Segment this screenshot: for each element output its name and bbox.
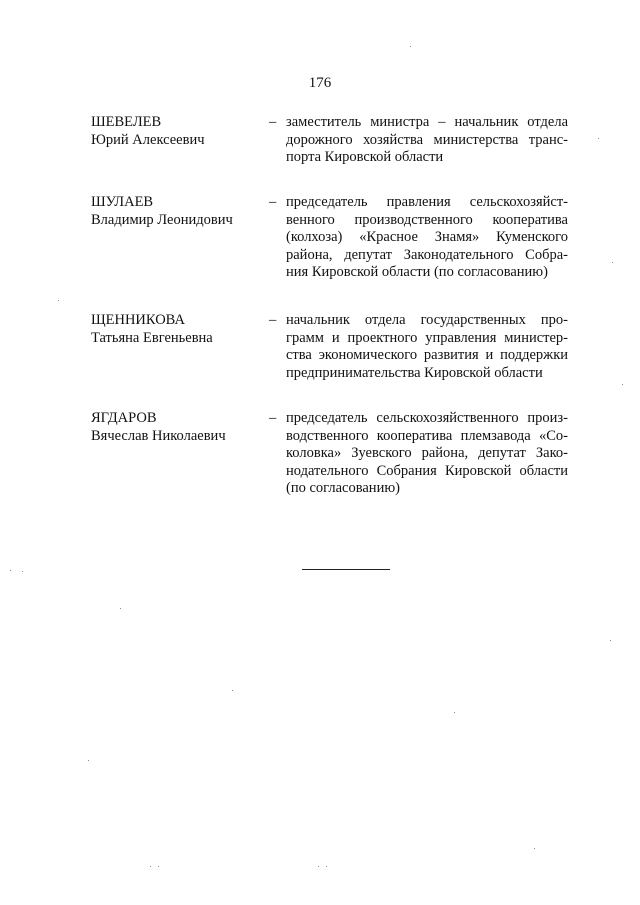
scan-speck	[58, 300, 59, 301]
page-number: 176	[308, 75, 332, 91]
role-line: венного производственного кооператива	[286, 211, 568, 228]
scan-speck	[326, 866, 327, 867]
member-given-name: Юрий Алексеевич	[91, 131, 205, 148]
scan-speck	[88, 760, 89, 761]
member-surname: ЩЕННИКОВА	[91, 312, 185, 328]
role-line: коловка» Зуевского района, депутат Зако-	[286, 445, 568, 461]
dash-separator: –	[269, 114, 277, 130]
role-line: порта Кировской области	[286, 149, 444, 165]
scan-speck	[598, 138, 599, 139]
role-line: района, депутат Законодательного Собра-	[286, 246, 568, 263]
member-surname: ШУЛАЕВ	[91, 194, 154, 210]
role-line: (колхоза) «Красное Знамя» Куменского	[286, 229, 568, 245]
member-surname: ШЕВЕЛЕВ	[91, 114, 162, 130]
member-given-name: Владимир Леонидович	[91, 211, 233, 228]
role-line: предпринимательства Кировской области	[286, 364, 543, 381]
member-name	[91, 312, 266, 347]
scan-speck	[120, 608, 121, 609]
member-given-name: Татьяна Евгеньевна	[91, 329, 213, 346]
role-line: начальник отдела государственных про-	[286, 312, 568, 328]
member-given-name: Вячеслав Николаевич	[91, 427, 226, 444]
role-line: водственного кооператива племзавода «Со-	[286, 427, 568, 444]
dash-separator: –	[269, 194, 277, 210]
role-line: ния Кировской области (по согласованию)	[286, 264, 548, 280]
scan-speck	[622, 384, 623, 385]
role-line: дорожного хозяйства министерства транс-	[286, 131, 568, 148]
scan-speck	[158, 866, 159, 867]
role-line: (по согласованию)	[286, 480, 400, 496]
role-line: нодательного Собрания Кировской области	[286, 462, 568, 479]
role-line: председатель правления сельскохозяйст-	[286, 194, 568, 210]
member-role	[286, 410, 568, 498]
end-of-list-rule	[302, 569, 390, 570]
scan-speck	[610, 640, 611, 641]
role-line: заместитель министра – начальник отдела	[286, 114, 568, 130]
scan-speck	[10, 570, 11, 571]
scan-speck	[454, 712, 455, 713]
member-name	[91, 114, 266, 149]
member-name	[91, 410, 266, 445]
scan-speck	[318, 866, 319, 867]
member-role	[286, 312, 568, 382]
member-surname: ЯГДАРОВ	[91, 410, 157, 426]
member-name	[91, 194, 266, 229]
role-line: председатель сельскохозяйственного произ-	[286, 410, 568, 426]
role-line: ства экономического развития и поддержки	[286, 347, 568, 363]
member-role	[286, 194, 568, 282]
scan-speck	[232, 690, 233, 691]
scan-speck	[534, 848, 535, 849]
scan-speck	[410, 46, 411, 47]
scan-speck	[22, 571, 23, 572]
scan-speck	[150, 866, 151, 867]
role-line: грамм и проектного управления министер-	[286, 329, 568, 346]
member-role	[286, 114, 568, 167]
dash-separator: –	[269, 312, 277, 328]
dash-separator: –	[269, 410, 277, 426]
scan-speck	[612, 262, 613, 263]
